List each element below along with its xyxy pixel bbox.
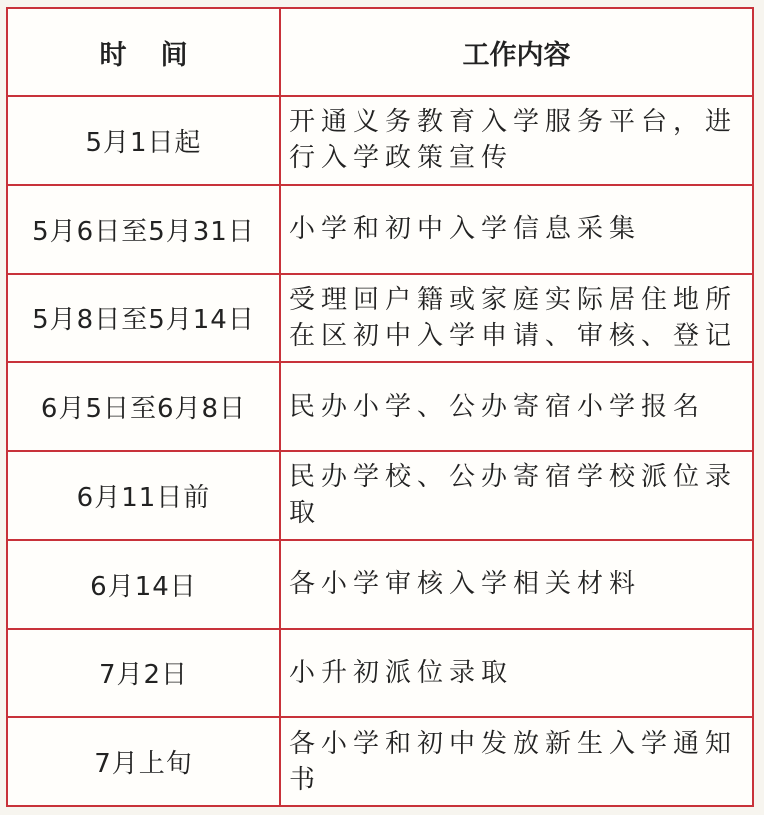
schedule-table bbox=[6, 7, 754, 807]
table-row bbox=[7, 96, 753, 185]
table-row bbox=[7, 540, 753, 629]
time-cell: 6月5日至6月8日 bbox=[7, 362, 280, 451]
table-row bbox=[7, 185, 753, 274]
header-row bbox=[7, 8, 753, 96]
time-cell: 6月11日前 bbox=[7, 451, 280, 540]
content-cell: 受理回户籍或家庭实际居住地所在区初中入学申请、审核、登记 bbox=[280, 274, 753, 363]
content-cell: 开通义务教育入学服务平台，进行入学政策宣传 bbox=[280, 96, 753, 185]
table-row bbox=[7, 362, 753, 451]
content-cell: 各小学审核入学相关材料 bbox=[280, 540, 753, 629]
time-cell: 5月8日至5月14日 bbox=[7, 274, 280, 363]
content-cell: 小学和初中入学信息采集 bbox=[280, 185, 753, 274]
table-row bbox=[7, 629, 753, 718]
time-cell: 6月14日 bbox=[7, 540, 280, 629]
content-cell: 小升初派位录取 bbox=[280, 629, 753, 718]
content-cell: 民办学校、公办寄宿学校派位录取 bbox=[280, 451, 753, 540]
header-time: 时间 bbox=[7, 8, 280, 96]
header-content: 工作内容 bbox=[280, 8, 753, 96]
content-cell: 各小学和初中发放新生入学通知书 bbox=[280, 717, 753, 806]
table-row bbox=[7, 451, 753, 540]
content-cell: 民办小学、公办寄宿小学报名 bbox=[280, 362, 753, 451]
time-cell: 7月上旬 bbox=[7, 717, 280, 806]
time-cell: 7月2日 bbox=[7, 629, 280, 718]
time-cell: 5月1日起 bbox=[7, 96, 280, 185]
time-cell: 5月6日至5月31日 bbox=[7, 185, 280, 274]
table-row bbox=[7, 274, 753, 363]
table-row bbox=[7, 717, 753, 806]
